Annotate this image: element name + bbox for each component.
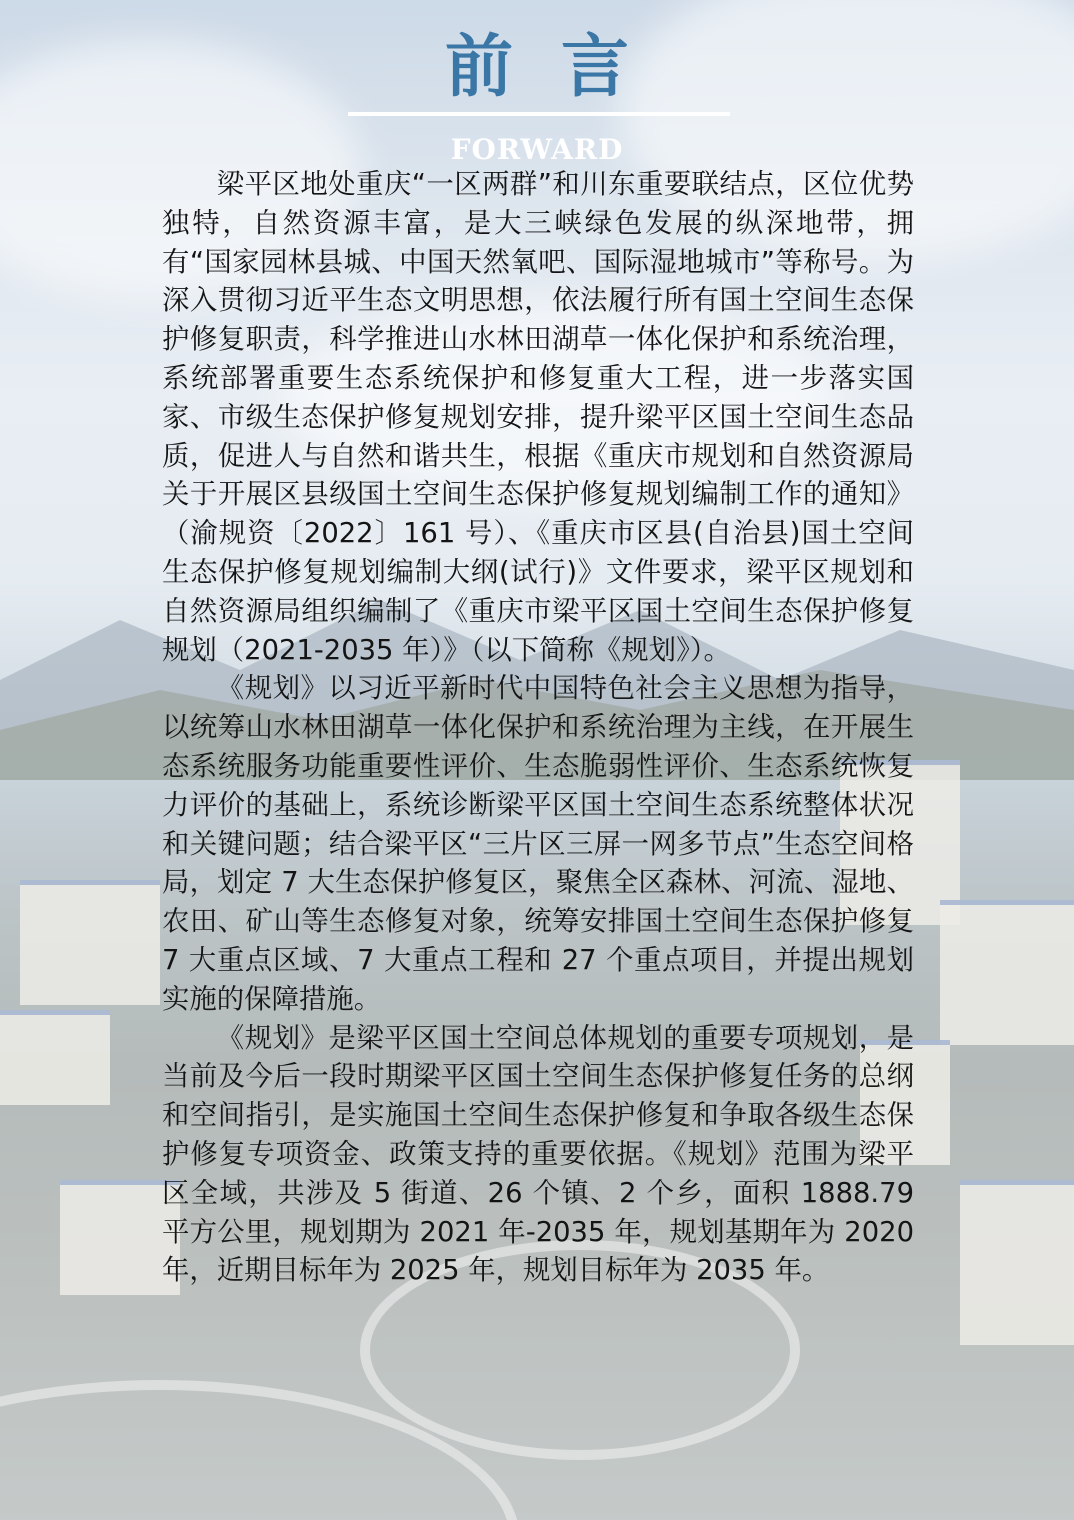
page-subtitle: FORWARD: [450, 133, 624, 166]
paragraph: 《规划》以习近平新时代中国特色社会主义思想为指导，以统筹山水林田湖草一体化保护和系统治理为主线，在开展生态系统服务功能重要性评价、生态脆弱性评价、生态系统恢复力评价的基础上，系统诊断梁平区国土空间生态系统整体状况和关键问题；结合梁平区“三片区三屏一网多节点”生态空间格局，划定 7 大生态保护修复区，聚焦全区森林、河流、湿地、农田、矿山等生态修复对象，统筹安排国土空间生态保护修复 7 大重点区域、7 大重点工程和 27 个重点项目，并提出规划实施的保障措施。: [162, 673, 914, 1015]
title-divider: [348, 112, 730, 116]
preface-body: [162, 166, 914, 1291]
paragraph: 《规划》是梁平区国土空间总体规划的重要专项规划，是当前及今后一段时期梁平区国土空间生态保护修复任务的总纲和空间指引，是实施国土空间生态保护修复和争取各级生态保护修复专项资金、政策支持的重要依据。《规划》范围为梁平区全域，共涉及 5 街道、26 个镇、2 个乡，面积 1888.79 平方公里，规划期为 2021 年-2035 年，规划基期年为 2020 年，近期目标年为 2025 年，规划目标年为 2035 年。: [162, 1022, 914, 1287]
page-title: 前言: [444, 28, 677, 107]
paragraph: 梁平区地处重庆“一区两群”和川东重要联结点，区位优势独特，自然资源丰富，是大三峡绿色发展的纵深地带，拥有“国家园林县城、中国天然氧吧、国际湿地城市”等称号。为深入贯彻习近平生态文明思想，依法履行所有国土空间生态保护修复职责，科学推进山水林田湖草一体化保护和系统治理，系统部署重要生态系统保护和修复重大工程，进一步落实国家、市级生态保护修复规划安排，提升梁平区国土空间生态品质，促进人与自然和谐共生，根据《重庆市规划和自然资源局关于开展区县级国土空间生态保护修复规划编制工作的通知》（渝规资〔2022〕161 号）、《重庆市区县(自治县)国土空间生态保护修复规划编制大纲(试行)》文件要求，梁平区规划和自然资源局组织编制了《重庆市梁平区国土空间生态保护修复规划（2021-2035 年）》（以下简称《规划》）。: [162, 169, 914, 666]
